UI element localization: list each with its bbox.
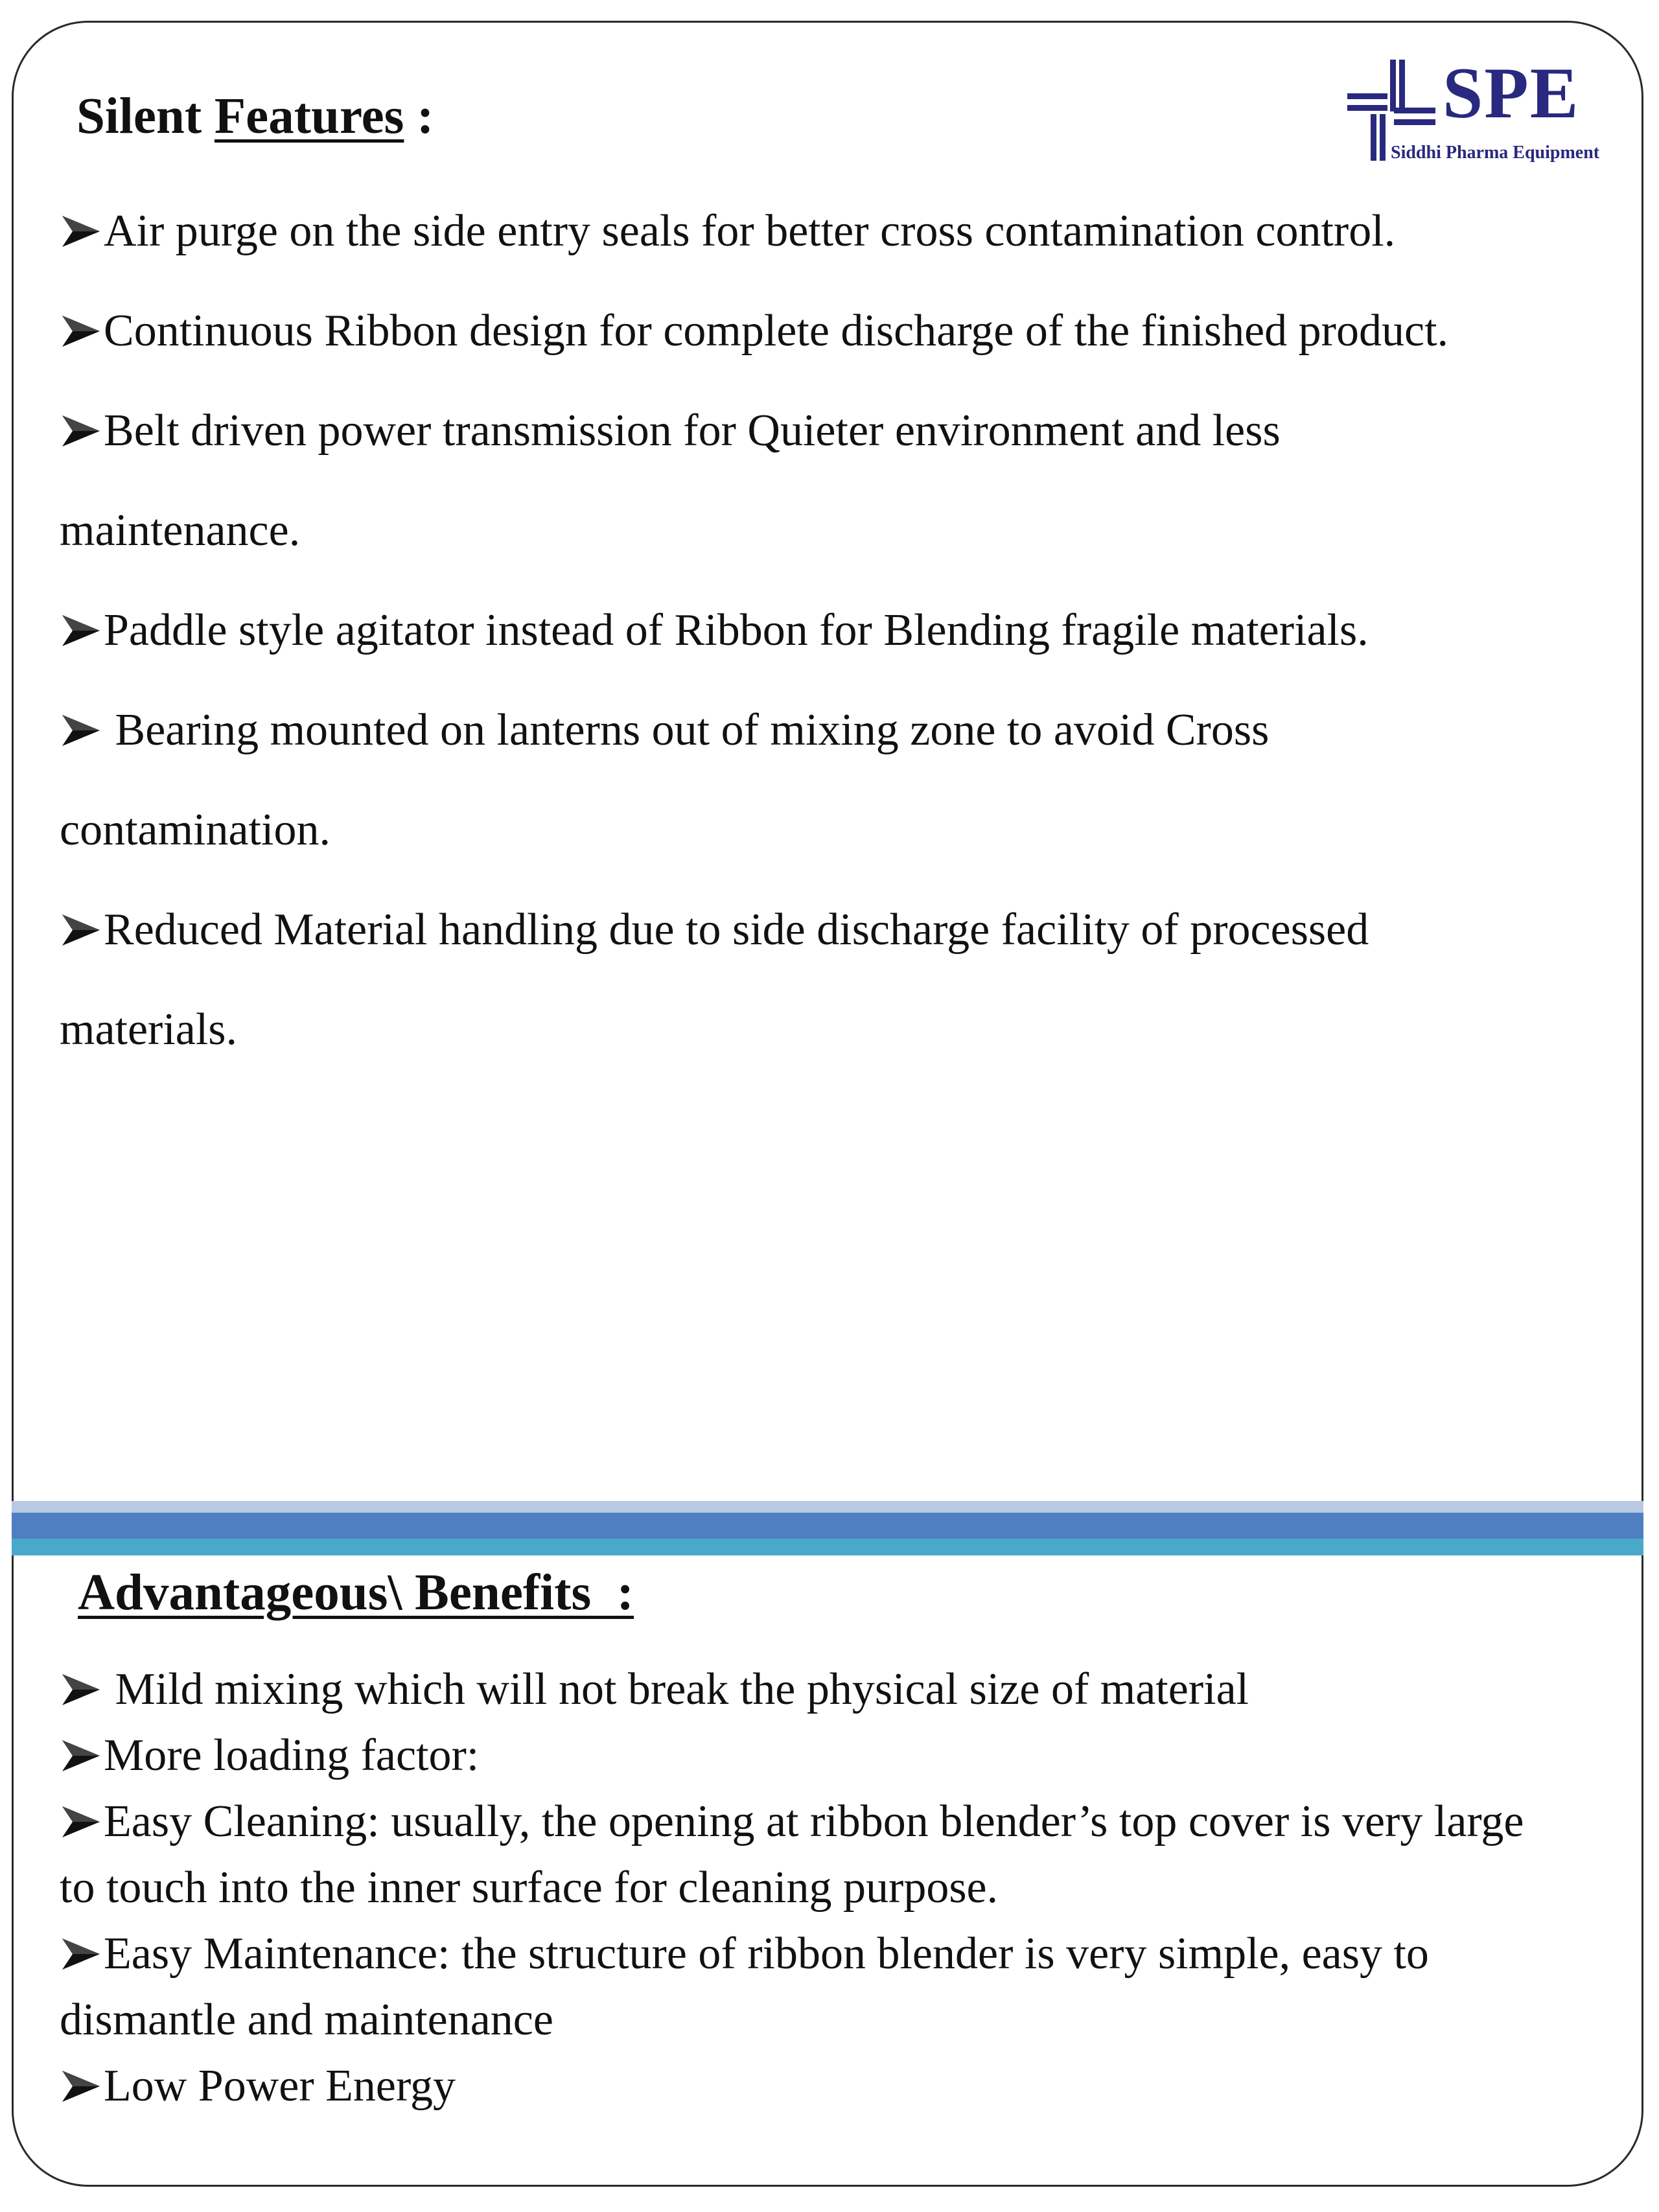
benefit-item [60,1664,1249,1714]
benefit-item [60,1799,1524,1845]
arrow-bullet-icon [60,614,102,647]
arrow-bullet-icon [60,913,102,947]
benefit-item [60,2061,456,2111]
feature-continuation: contamination. [60,805,331,855]
benefit-item [60,1730,480,1780]
feature-text: Continuous Ribbon design for complete discharge of the finished product. [104,306,1449,356]
benefit-item [60,1931,1429,1977]
arrow-bullet-icon [60,314,102,348]
feature-text: Bearing mounted on lanterns out of mixing zone to avoid Cross [104,705,1270,755]
arrow-bullet-icon [60,1937,102,1971]
divider-band-light [12,1501,1643,1513]
logo-tagline: Siddhi Pharma Equipment [1391,143,1600,163]
features-heading-suffix: : [417,88,434,145]
feature-text: Belt driven power transmission for Quieter environment and less [104,406,1281,456]
features-heading-underlined: Features [214,88,404,145]
benefit-text: More loading factor: [104,1730,480,1780]
arrow-bullet-icon [60,1739,102,1773]
feature-text: Air purge on the side entry seals for better cross contamination control. [104,206,1396,256]
arrow-bullet-icon [60,215,102,248]
feature-item [60,306,1449,356]
arrow-bullet-icon [60,714,102,747]
benefit-text: Low Power Energy [104,2061,456,2111]
feature-continuation: materials. [60,1005,238,1054]
feature-text: Paddle style agitator instead of Ribbon for Blending fragile materials. [104,605,1369,655]
benefits-heading: Advantageous\ Benefits : [78,1565,634,1621]
benefit-continuation: dismantle and maintenance [60,1995,553,2045]
features-heading-prefix: Silent [76,88,202,145]
arrow-bullet-icon [60,1673,102,1706]
feature-item [60,605,1369,655]
feature-text: Reduced Material handling due to side discharge facility of processed [104,905,1369,955]
divider-band-blue [12,1513,1643,1539]
arrow-bullet-icon [60,414,102,448]
feature-item [60,907,1369,953]
benefit-text: Mild mixing which will not break the physical size of material [104,1664,1249,1714]
feature-continuation: maintenance. [60,506,301,555]
arrow-bullet-icon [60,1805,102,1839]
logo-brand: SPE [1443,53,1580,134]
benefit-text: Easy Cleaning: usually, the opening at ribbon blender’s top cover is very large [104,1797,1524,1846]
divider-band-teal [12,1539,1643,1555]
benefit-continuation: to touch into the inner surface for cleaning purpose. [60,1863,999,1913]
features-heading [76,88,434,145]
feature-item [60,206,1396,256]
benefit-text: Easy Maintenance: the structure of ribbon blender is very simple, easy to [104,1929,1429,1979]
feature-item [60,705,1270,755]
arrow-bullet-icon [60,2069,102,2103]
feature-item [60,408,1281,454]
